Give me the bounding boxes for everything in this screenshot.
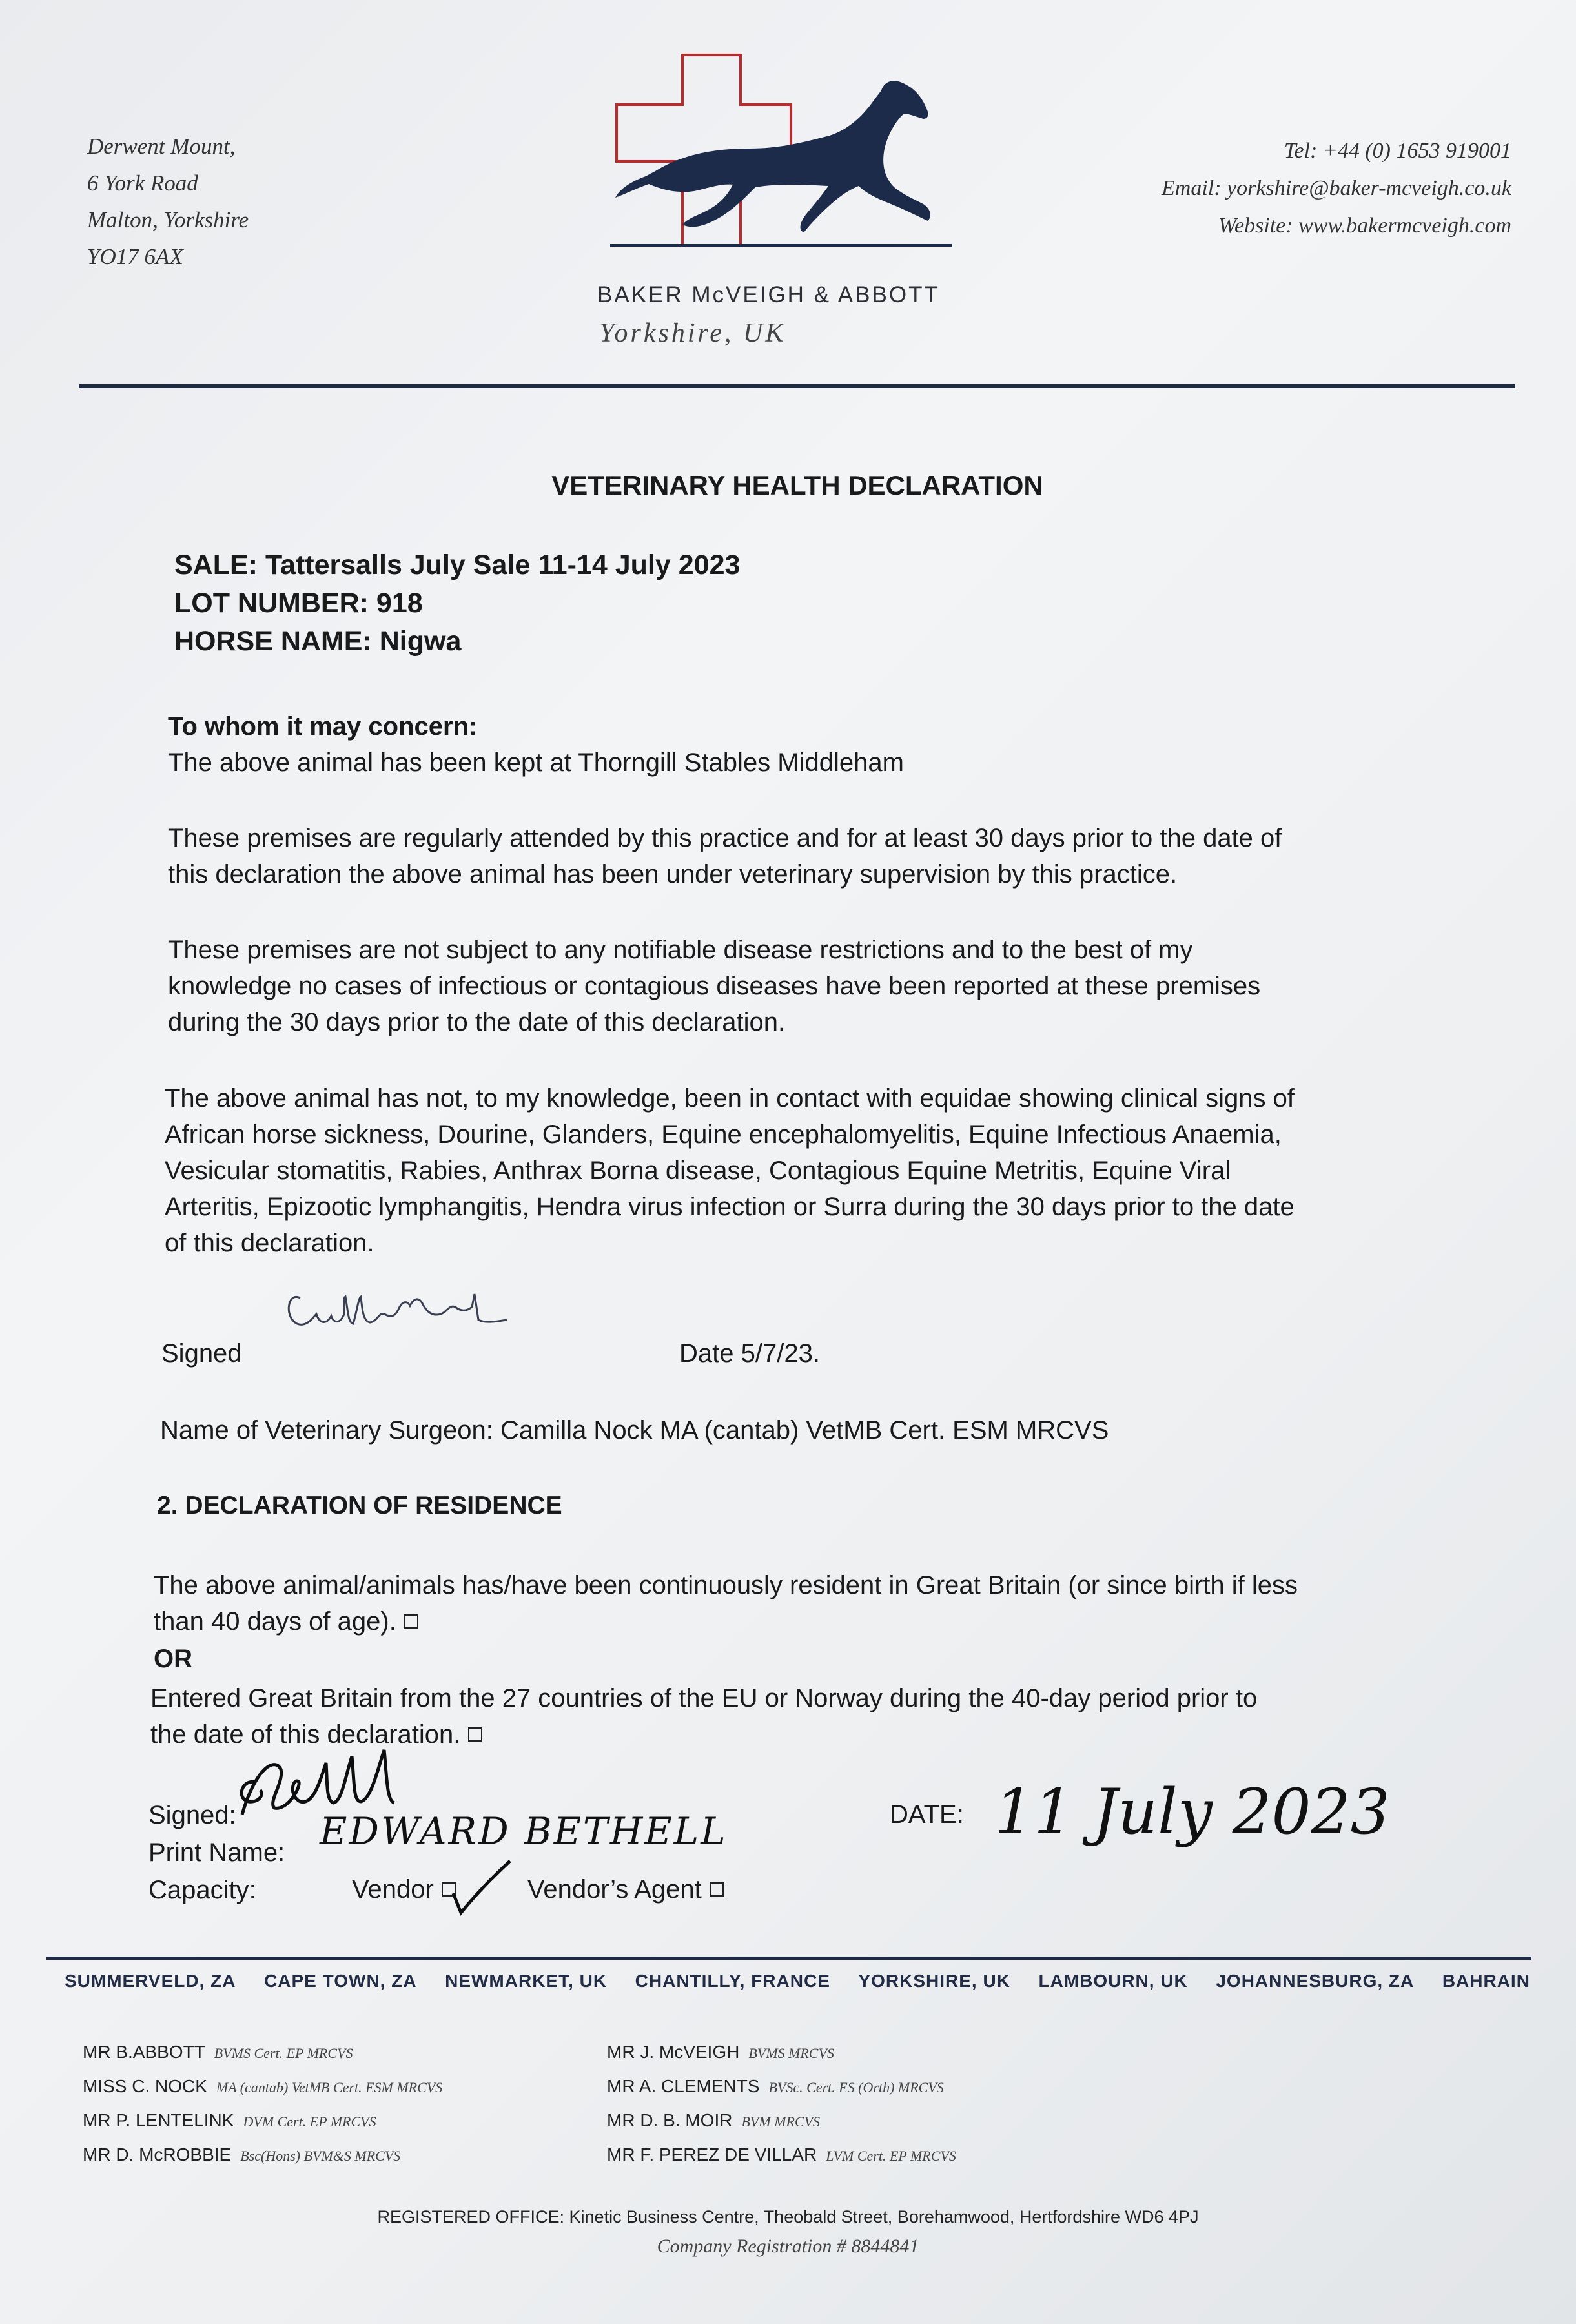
firm-location: Yorkshire, UK bbox=[599, 318, 786, 348]
vet-name: MR D. B. MOIR bbox=[607, 2110, 733, 2130]
address-line: YO17 6AX bbox=[87, 244, 183, 269]
sale-line: SALE: Tattersalls July Sale 11-14 July 2023 bbox=[174, 550, 741, 581]
capacity-label: Capacity: bbox=[148, 1876, 256, 1904]
agent-label: Vendor’s Agent bbox=[527, 1875, 702, 1904]
print-name-value: EDWARD BETHELL bbox=[320, 1809, 728, 1853]
location: SUMMERVELD, ZA bbox=[65, 1971, 236, 1991]
paragraph-supervision bbox=[168, 820, 1433, 892]
footer-divider bbox=[46, 1957, 1531, 1960]
vet-qualifications: DVM Cert. EP MRCVS bbox=[243, 2113, 376, 2130]
vet-entry bbox=[83, 2138, 442, 2172]
vendor-label: Vendor bbox=[352, 1875, 434, 1904]
lot-number: LOT NUMBER: 918 bbox=[174, 588, 423, 619]
registered-office: REGISTERED OFFICE: Kinetic Business Centre, Theobald Street, Borehamwood, Hertfordshire WD6 4PJ bbox=[377, 2207, 1199, 2226]
header-divider bbox=[79, 384, 1515, 388]
vet-entry bbox=[607, 2138, 956, 2172]
paragraph-restrictions bbox=[168, 932, 1433, 1040]
residence-option-1 bbox=[154, 1567, 1419, 1640]
vet-name: MR B.ABBOTT bbox=[83, 2042, 205, 2062]
agent-checkbox[interactable] bbox=[710, 1882, 724, 1897]
vet-entry bbox=[83, 2104, 442, 2138]
para-line: These premises are regularly attended by this practice and for at least 30 days prior to the date of bbox=[168, 824, 1282, 852]
vet-entry bbox=[83, 2035, 442, 2070]
website-link[interactable]: Website: www.bakermcveigh.com bbox=[1218, 214, 1511, 238]
firm-name: BAKER McVEIGH & ABBOTT bbox=[597, 282, 940, 307]
para-line: knowledge no cases of infectious or contagious diseases have been reported at these premises bbox=[168, 972, 1261, 1000]
vets-left-column bbox=[83, 2035, 442, 2172]
kept-at: The above animal has been kept at Thorngill Stables Middleham bbox=[168, 748, 904, 777]
para-line: the date of this declaration. bbox=[150, 1720, 461, 1749]
vet-name: MR J. McVEIGH bbox=[607, 2042, 740, 2062]
vet-signed-label: Signed bbox=[161, 1339, 242, 1368]
vendor-date-label: DATE: bbox=[890, 1800, 964, 1829]
vet-qualifications: BVMS MRCVS bbox=[748, 2045, 834, 2061]
location: CAPE TOWN, ZA bbox=[264, 1971, 417, 1991]
para-line: The above animal/animals has/have been continuously resident in Great Britain (or since birth if less bbox=[154, 1571, 1298, 1599]
handwritten-signature bbox=[281, 1279, 513, 1350]
resident-checkbox[interactable] bbox=[404, 1614, 418, 1629]
practice-address bbox=[87, 128, 249, 275]
para-line: African horse sickness, Dourine, Glanders, Equine encephalomyelitis, Equine Infectious Anaemia, bbox=[165, 1120, 1282, 1149]
vendor-date-value: 11 July 2023 bbox=[994, 1776, 1390, 1848]
para-line: These premises are not subject to any notifiable disease restrictions and to the best of my bbox=[168, 936, 1193, 964]
company-registration: Company Registration # 8844841 bbox=[657, 2236, 919, 2257]
sale-details bbox=[174, 546, 740, 661]
location: CHANTILLY, FRANCE bbox=[635, 1971, 830, 1991]
vet-signature bbox=[281, 1279, 513, 1350]
residence-option-2 bbox=[150, 1680, 1416, 1753]
office-locations bbox=[65, 1971, 1530, 1991]
para-line: The above animal has not, to my knowledge, been in contact with equidae showing clinical signs of bbox=[165, 1084, 1295, 1113]
agent-option bbox=[527, 1875, 724, 1904]
address-line: Malton, Yorkshire bbox=[87, 207, 249, 232]
location: NEWMARKET, UK bbox=[445, 1971, 608, 1991]
location: BAHRAIN bbox=[1442, 1971, 1530, 1991]
vet-qualifications: Bsc(Hons) BVM&S MRCVS bbox=[240, 2148, 401, 2164]
vet-entry bbox=[607, 2035, 956, 2070]
vet-qualifications: LVM Cert. EP MRCVS bbox=[826, 2148, 956, 2164]
paragraph-diseases bbox=[165, 1080, 1430, 1261]
telephone: Tel: +44 (0) 1653 919001 bbox=[1284, 139, 1511, 163]
para-line: this declaration the above animal has been under veterinary supervision by this practice. bbox=[168, 860, 1178, 889]
para-line: than 40 days of age). bbox=[154, 1607, 396, 1636]
document-title: VETERINARY HEALTH DECLARATION bbox=[551, 470, 1043, 500]
or-separator: OR bbox=[154, 1645, 192, 1673]
address-line: 6 York Road bbox=[87, 170, 198, 196]
para-line: Arteritis, Epizootic lymphangitis, Hendra virus infection or Surra during the 30 days prior to the date bbox=[165, 1193, 1295, 1221]
vet-entry bbox=[607, 2104, 956, 2138]
capacity-options bbox=[352, 1871, 933, 1908]
para-line: Entered Great Britain from the 27 countries of the EU or Norway during the 40-day period prior to bbox=[150, 1684, 1258, 1712]
greeting: To whom it may concern: bbox=[168, 712, 478, 741]
vendor-option bbox=[352, 1875, 456, 1904]
location: JOHANNESBURG, ZA bbox=[1216, 1971, 1415, 1991]
vet-qualifications: BVSc. Cert. ES (Orth) MRCVS bbox=[768, 2079, 944, 2095]
vet-qualifications: MA (cantab) VetMB Cert. ESM MRCVS bbox=[216, 2079, 443, 2095]
vet-surgeon-name: Name of Veterinary Surgeon: Camilla Nock MA (cantab) VetMB Cert. ESM MRCVS bbox=[160, 1416, 1109, 1445]
check-icon bbox=[445, 1853, 517, 1918]
vets-right-column bbox=[607, 2035, 956, 2172]
vet-name: MISS C. NOCK bbox=[83, 2076, 207, 2096]
vendor-tick-mark bbox=[445, 1853, 517, 1918]
vet-qualifications: BVMS Cert. EP MRCVS bbox=[214, 2045, 353, 2061]
para-line: of this declaration. bbox=[165, 1229, 374, 1257]
print-name-label: Print Name: bbox=[148, 1838, 285, 1867]
entered-checkbox[interactable] bbox=[468, 1727, 482, 1742]
vet-name: MR P. LENTELINK bbox=[83, 2110, 234, 2130]
horse-name: HORSE NAME: Nigwa bbox=[174, 626, 462, 657]
location: YORKSHIRE, UK bbox=[858, 1971, 1010, 1991]
greeting-block bbox=[168, 708, 1433, 781]
email-link[interactable]: Email: yorkshire@baker-mcveigh.co.uk bbox=[1162, 176, 1511, 200]
para-line-with-checkbox bbox=[154, 1603, 1419, 1640]
vendor-signed-label: Signed: bbox=[148, 1801, 236, 1829]
cross-and-horse-icon bbox=[610, 52, 952, 252]
vet-name: MR D. McROBBIE bbox=[83, 2144, 232, 2165]
vet-entry bbox=[83, 2070, 442, 2104]
vet-entry bbox=[607, 2070, 956, 2104]
para-line: Vesicular stomatitis, Rabies, Anthrax Borna disease, Contagious Equine Metritis, Equine Viral bbox=[165, 1157, 1231, 1185]
practice-logo bbox=[610, 52, 952, 252]
para-line: during the 30 days prior to the date of this declaration. bbox=[168, 1008, 786, 1036]
residence-title: 2. DECLARATION OF RESIDENCE bbox=[157, 1492, 562, 1519]
vet-qualifications: BVM MRCVS bbox=[741, 2113, 821, 2130]
address-line: Derwent Mount, bbox=[87, 134, 236, 159]
vet-name: MR A. CLEMENTS bbox=[607, 2076, 760, 2096]
vet-date: Date 5/7/23. bbox=[679, 1339, 820, 1368]
vet-name: MR F. PEREZ DE VILLAR bbox=[607, 2144, 817, 2165]
location: LAMBOURN, UK bbox=[1038, 1971, 1188, 1991]
contact-details bbox=[1162, 132, 1511, 245]
